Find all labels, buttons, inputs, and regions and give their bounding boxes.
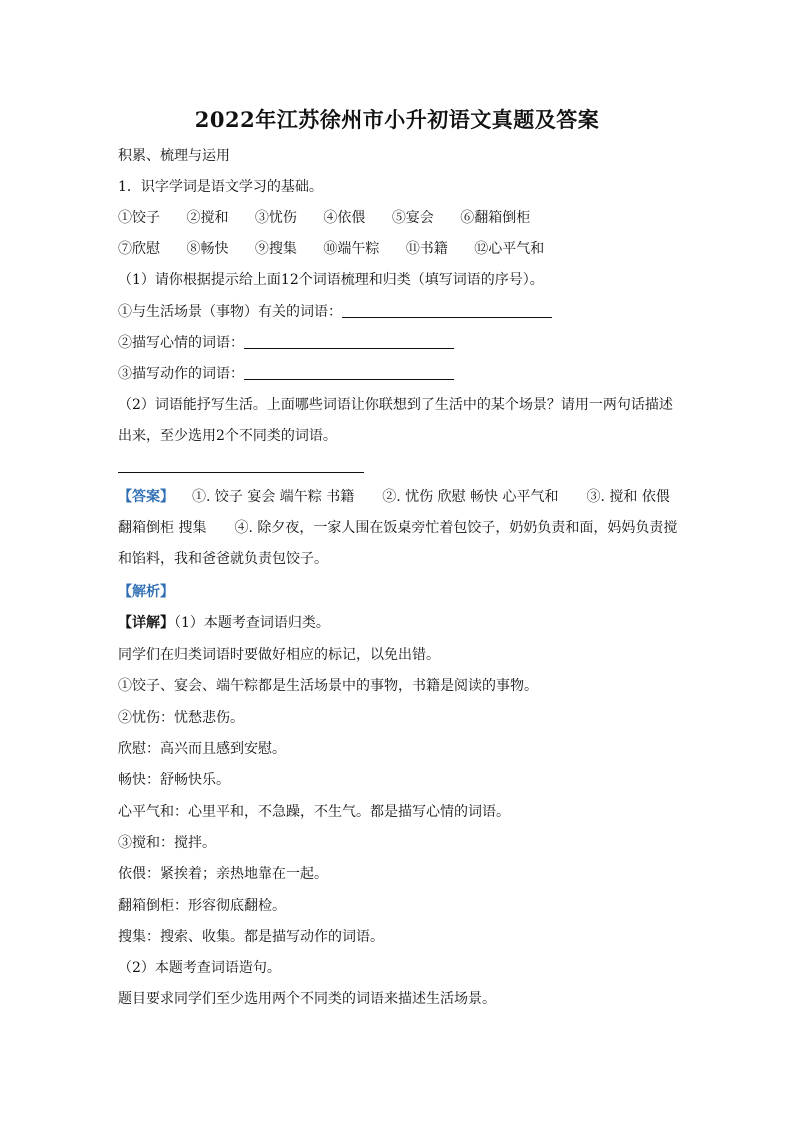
analysis-line: 翻箱倒柜：形容彻底翻检。 <box>118 898 286 914</box>
word-item: ⑥翻箱倒柜 <box>460 210 531 226</box>
answer-tag: 【答案】 <box>118 489 174 505</box>
analysis-line: （2）本题考查词语造句。 <box>118 960 281 976</box>
word-list-row-1 <box>118 208 678 228</box>
category-1-label: ①与生活场景（事物）有关的词语： <box>118 304 342 320</box>
answer-blank[interactable] <box>342 303 552 318</box>
analysis-text: （1）本题考查词语归类。 <box>174 615 330 631</box>
word-item: ⑦欣慰 <box>118 241 160 257</box>
answer-block <box>118 482 678 575</box>
word-item: ②搅和 <box>186 210 229 226</box>
analysis-line: ②忧伤：忧愁悲伤。 <box>118 710 244 726</box>
word-item: ③忧伤 <box>254 210 297 226</box>
analysis-line <box>118 613 678 633</box>
analysis-line: 欣慰：高兴而且感到安慰。 <box>118 741 286 757</box>
question-1-stem: 1．识字学词是语文学习的基础。 <box>118 179 323 195</box>
analysis-line: ①饺子、宴会、端午粽都是生活场景中的事物，书籍是阅读的事物。 <box>118 678 538 694</box>
section-heading: 积累、梳理与运用 <box>118 148 230 164</box>
answer-blank[interactable] <box>244 365 454 380</box>
answer-line[interactable] <box>118 472 364 473</box>
analysis-line: 搜集：搜索、收集。都是描写动作的词语。 <box>118 929 384 945</box>
category-2-row <box>118 333 678 353</box>
analysis-line: ③搅和：搅拌。 <box>118 835 216 851</box>
analysis-heading <box>118 582 678 602</box>
detail-tag: 【详解】 <box>118 615 174 631</box>
category-2-label: ②描写心情的词语： <box>118 335 244 351</box>
sub-question-2-line-1: （2）词语能抒写生活。上面哪些词语让你联想到了生活中的某个场景？请用一两句话描述 <box>118 397 673 413</box>
answer-text: ①. 饺子 宴会 端午粽 书籍 ②. 忧伤 欣慰 畅快 心平气和 ③. 搅和 依偎 翻箱倒柜 搜集 ④. 除夕夜，一家人围在饭桌旁忙着包饺子，奶奶负责和面，妈妈负责搅和馅料，我和爸爸就负责包饺子。 <box>118 489 678 567</box>
category-1-row <box>118 302 678 322</box>
answer-blank[interactable] <box>244 334 454 349</box>
word-item: ⑫心平气和 <box>474 241 545 257</box>
analysis-line: 依偎：紧挨着；亲热地靠在一起。 <box>118 866 328 882</box>
analysis-line: 同学们在归类词语时要做好相应的标记，以免出错。 <box>118 647 440 663</box>
page-title: 2022年江苏徐州市小升初语文真题及答案 <box>194 107 600 132</box>
sub-question-1: （1）请你根据提示给上面12个词语梳理和归类（填写词语的序号）。 <box>118 272 544 288</box>
word-item: ⑨搜集 <box>254 241 297 257</box>
word-item: ①饺子 <box>118 210 160 226</box>
word-item: ⑩端午粽 <box>323 241 380 257</box>
analysis-line: 心平气和：心里平和，不急躁，不生气。都是描写心情的词语。 <box>118 804 510 820</box>
word-item: ⑧畅快 <box>186 241 229 257</box>
analysis-line: 题目要求同学们至少选用两个不同类的词语来描述生活场景。 <box>118 991 496 1007</box>
sub-question-2-line-2: 出来，至少选用2个不同类的词语。 <box>118 428 337 444</box>
word-item: ④依偎 <box>323 210 366 226</box>
word-item: ⑪书籍 <box>405 241 448 257</box>
category-3-label: ③描写动作的词语： <box>118 366 244 382</box>
analysis-tag: 【解析】 <box>118 584 174 600</box>
analysis-line: 畅快：舒畅快乐。 <box>118 772 230 788</box>
category-3-row <box>118 364 678 384</box>
word-item: ⑤宴会 <box>391 210 434 226</box>
word-list-row-2 <box>118 239 678 259</box>
